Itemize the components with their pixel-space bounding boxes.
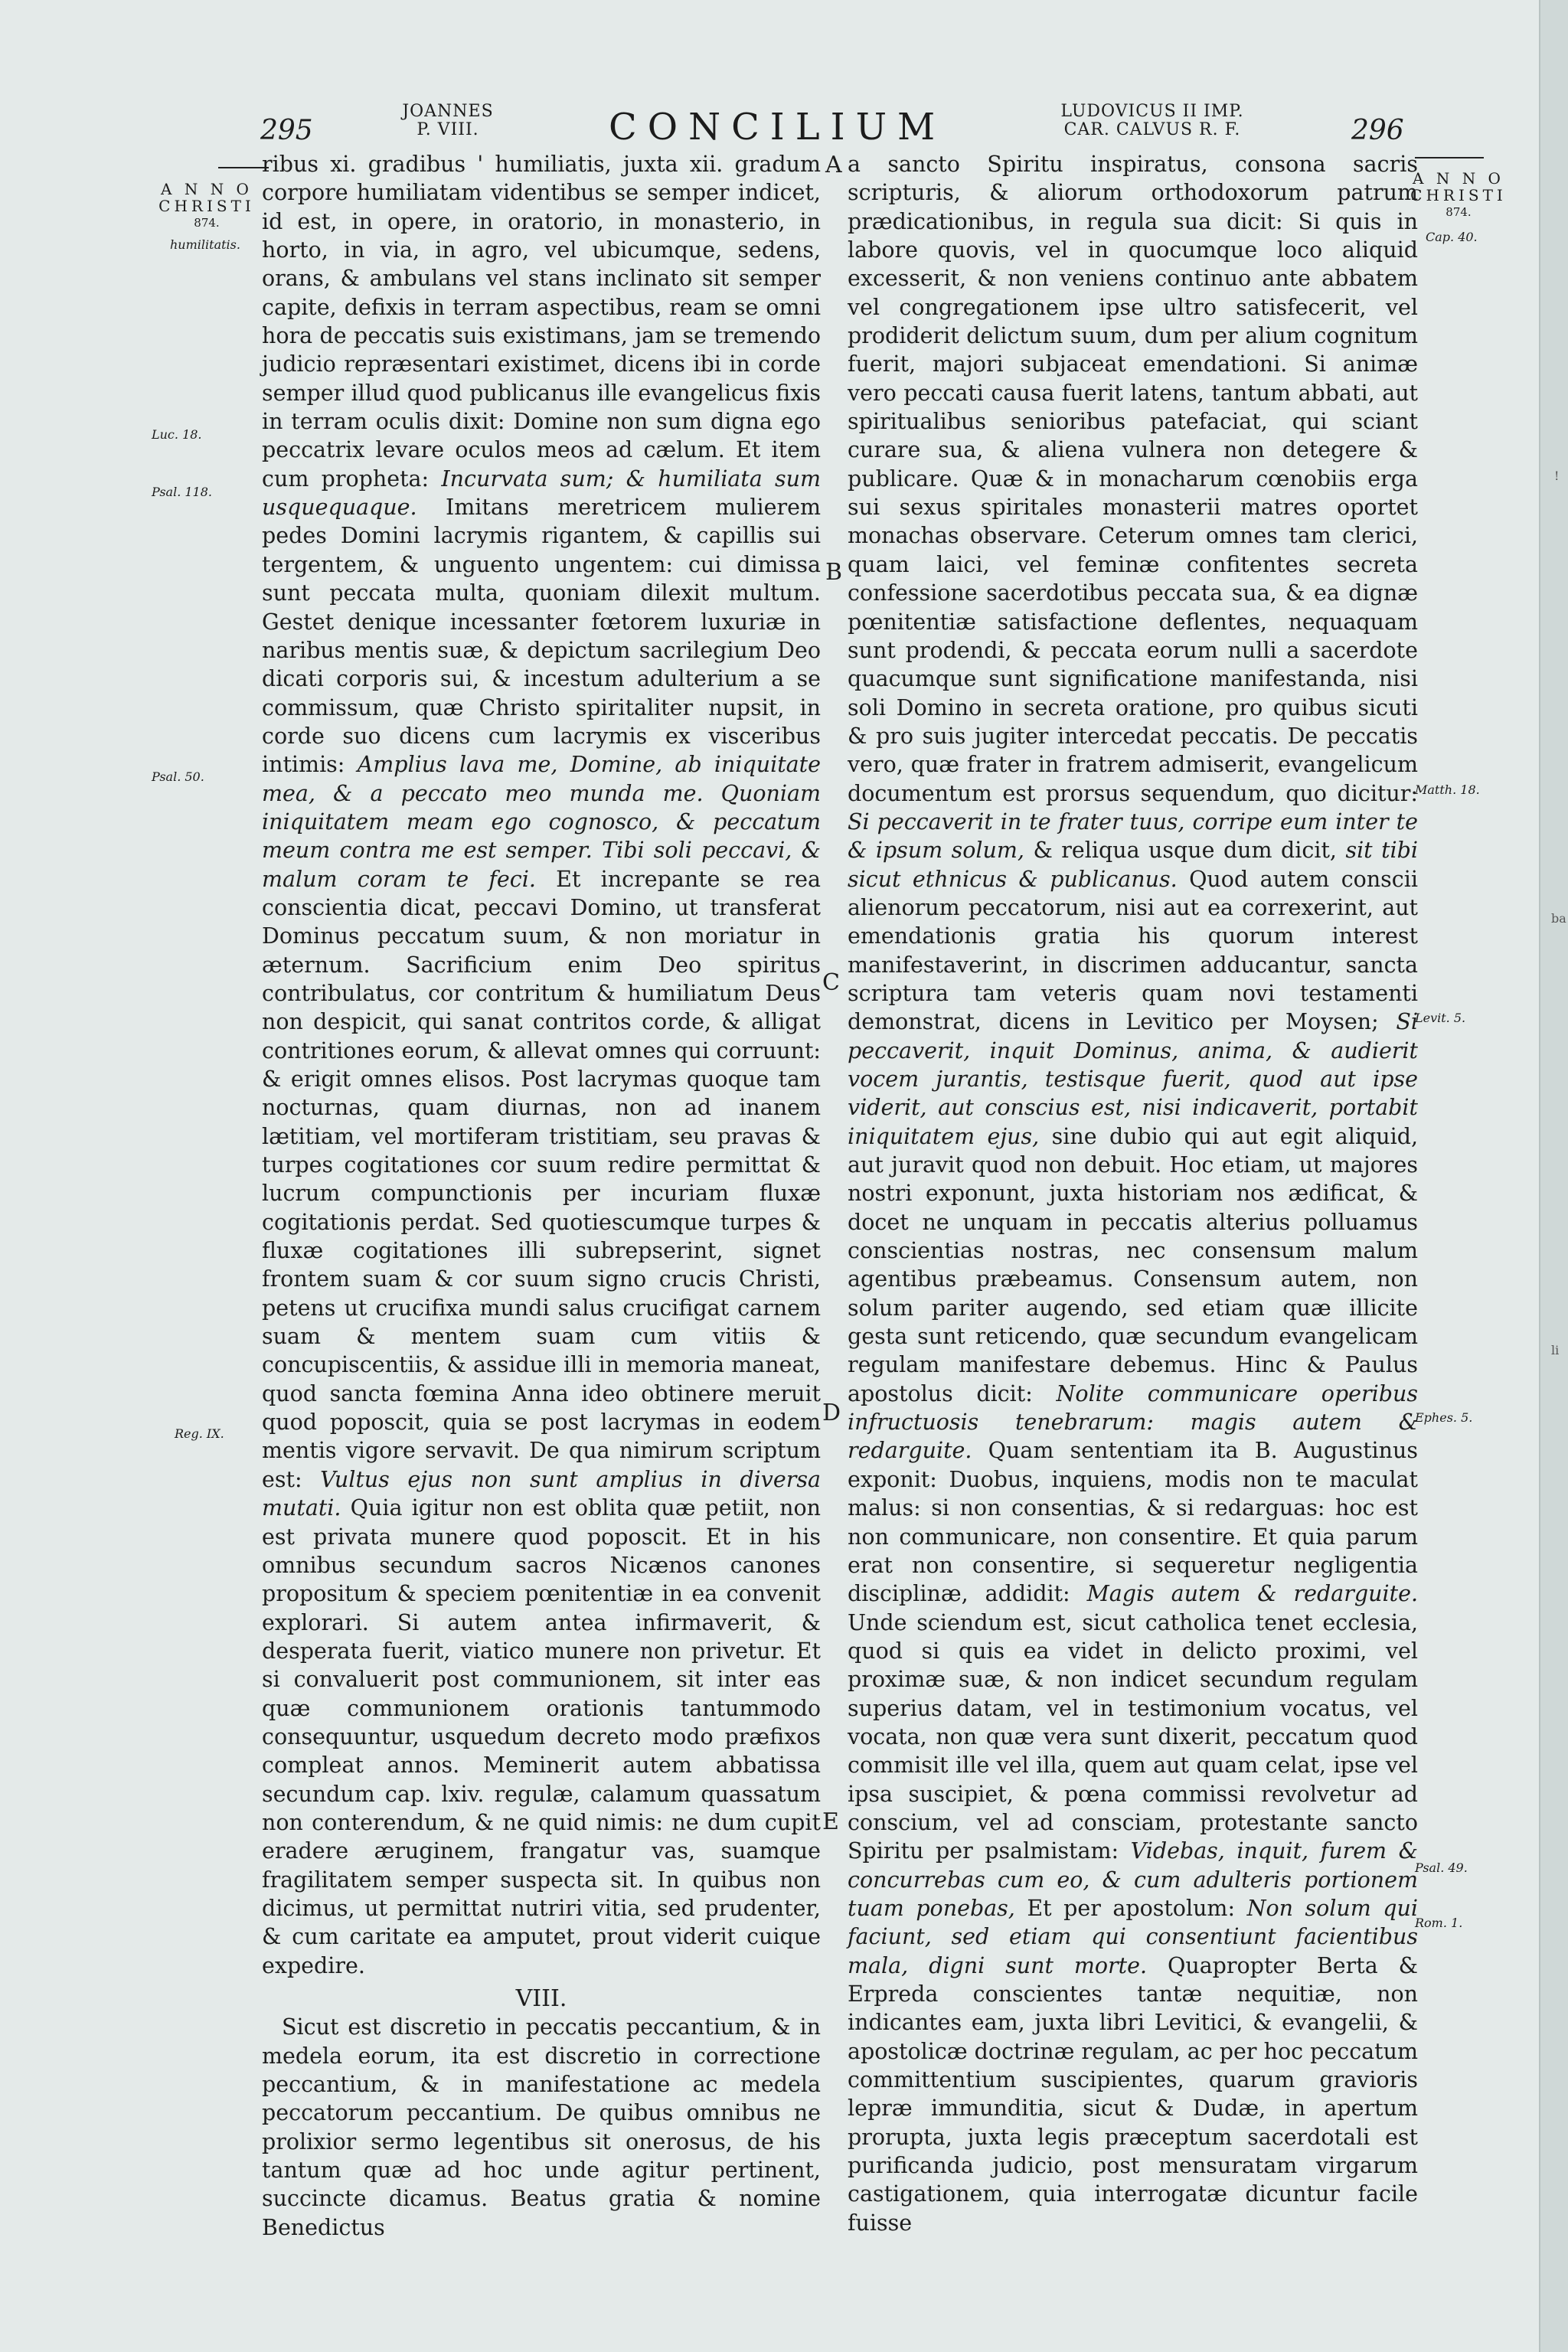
scripture-quote: Amplius lava me, Domine, ab iniquitate mea, & a peccato meo munda me. Quoniam iniquitatem meam ego cognosco, & peccatum meum contra me est semper. Tibi soli peccavi, & malum coram te feci. [262,752,821,892]
text-paragraph [262,150,821,1980]
facing-page-edge [1539,0,1568,2352]
scripture-quote: sit tibi sicut ethnicus & publicanus. [848,838,1419,892]
anno-sub: CHRISTI [158,197,255,215]
scripture-quote: Vultus ejus non sunt amplius in diversa mutati. [262,1466,821,1521]
margin-note: Reg. IX. [175,1426,224,1441]
text-run: Quam sententiam ita B. Augustinus exponit: Duobus, inquiens, modis non te maculat malus: si non consentias, & si redarguas: hoc est non communicare, non consentire. Et quia parum erat non consentire, si sequeretur negligentia disciplinæ, addidit: [848,1438,1418,1607]
margin-note: Psal. 118. [152,485,212,499]
left-text-column [262,150,821,2242]
left-page-number: 295 [260,115,313,146]
anno-year: 874. [1446,205,1472,219]
section-letter: C [822,969,840,996]
right-page-number: 296 [1351,115,1404,146]
margin-note: Psal. 50. [152,769,204,784]
scripture-quote: Incurvata sum; & humiliata sum usquequaque. [262,466,822,521]
anno-label: A N N O [1413,169,1504,188]
text-paragraph [848,150,1418,2237]
section-heading: VIII. [515,1985,567,2012]
text-run: ribus xi. gradibus ' humiliatis, juxta xii. gradum corpore humiliatam videntibus se semper indicet, id est, in opere, in oratorio, in monasterio, in horto, in via, in agro, vel ubicumque, sedens, orans, & ambulans vel stans inclinato sit semper capite, defixis in terram aspectibus, ream se omni hora de peccatis suis existimans, jam se tremendo judicio repræsentari existimet, dicens ibi in corde semper illud quod publicanus ille evangelicus fixis in terram oculis dixit: Domine non sum digna ego peccatrix levare oculos meos ad cælum. Et item cum propheta: [262,152,821,492]
text-run: Et increpante se rea conscientia dicat, peccavi Domino, ut transferat Dominus peccatum suum, & non moriatur in æternum. Sacrificium enim Deo spiritus contribulatus, cor contritum & humiliatum Deus non despicit, qui sanat contritos corde, & alligat contritiones eorum, & allevat omnes qui corruunt: & erigit omnes elisos. Post lacrymas quoque tam nocturnas, quam diurnas, non ad inanem lætitiam, vel mortiferam tristitiam, seu pravas & turpes cogitationes cor suum redire permittat & lucrum compunctionis per incuriam fluxæ cogitationis perdat. Sed quotiescumque turpes & fluxæ cogitationes illi subrepserint, signet frontem suam & cor suum signo crucis Christi, petens ut crucifixa mundi salus crucifigat carnem suam & mentem suam cum vitiis & concupiscentiis, & assidue illi in memoria maneat, quod sancta fœmina Anna ideo obtinere meruit quod poposcit, quia se post lacrymas in eodem mentis vigore servavit. De qua nimirum scriptum est: [262,866,821,1492]
scripture-quote: Si peccaverit, inquit Dominus, anima, & audierit vocem jurantis, testisque fuerit, quod aut ipse viderit, aut conscius est, nisi indicaverit, portabit iniquitatem ejus, [848,1009,1418,1149]
margin-note: Levit. 5. [1415,1011,1466,1025]
margin-note: Cap. 40. [1426,230,1478,244]
edge-mark: li [1551,1343,1560,1357]
section-letter: D [822,1400,841,1426]
text-run: & reliqua usque dum dicit, [1033,838,1337,864]
text-run: Et per apostolum: [1027,1895,1236,1921]
margin-note: Rom. 1. [1415,1916,1463,1930]
left-anno-christi [157,181,256,231]
text-run: Quapropter Berta & Erpreda conscientes tantæ nequitiæ, non indicantes eam, juxta libri Levitici, & evangelii, & apostolicæ doctrinæ regulam, ac per hoc peccatum committentium suscipientes, quarum gravioris lepræ immunditia, sicut & Dudæ, in apertum prorupta, juxta legis præceptum sacerdotali est purificanda judicio, post mensuratam virgarum castigationem, quia interrogatæ dicuntur facile fuisse [848,1952,1418,2236]
running-head-line: JOANNES [402,102,494,121]
scripture-quote: Magis autem & redarguite. [1086,1581,1418,1607]
right-anno-christi [1409,170,1508,220]
anno-sub: CHRISTI [1410,186,1507,204]
margin-note: Matth. 18. [1415,782,1480,797]
anno-label: A N N O [161,180,253,198]
text-paragraph: Sicut est discretio in peccatis peccantium, & in medela eorum, ita est discretio in correctione peccantium, & in manifestatione ac medela peccatorum peccantium. De quibus omnibus ne prolixior sermo legentibus sit onerosus, de his tantum quæ ad hoc unde agitur pertinent, succincte dicamus. Beatus gratia & nomine Benedictus [262,2014,821,2240]
edge-mark: ! [1554,469,1560,483]
right-text-column [848,150,1418,2237]
anno-year: 874. [194,216,220,230]
margin-note: Luc. 18. [152,427,202,442]
running-head-line: CAR. CALVUS R. F. [1063,120,1241,139]
scripture-quote: Nolite communicare operibus infructuosis tenebrarum: magis autem & redarguite. [848,1380,1419,1464]
scripture-quote: Videbas, inquit, furem & concurrebas cum eo, & cum adulteris portionem tuam ponebas, [848,1838,1418,1921]
edge-mark: ba [1551,911,1566,926]
running-head-line: LUDOVICUS II IMP. [1060,102,1244,121]
scripture-quote: Si peccaverit in te frater tuus, corripe eum inter te & ipsum solum, [848,808,1418,864]
right-running-head [1049,103,1256,139]
text-run: sine dubio qui aut egit aliquid, aut juravit quod non debuit. Hoc etiam, ut majores nostri exponunt, juxta historiam nos ædificat, & docet ne unquam in peccatis alterius polluamus conscientias nostras, nec consensum malum agentibus præbeamus. Consensum autem, non solum pariter augendo, sed etiam quæ illicite gesta sunt reticendo, quæ secundum evangelicam regulam manifestare debemus. Hinc & Paulus apostolus dicit: [848,1123,1419,1406]
margin-note: Ephes. 5. [1415,1410,1473,1425]
margin-note: humilitatis. [170,237,240,252]
text-run: Quia igitur non est oblita quæ petiit, non est privata munere quod poposcit. Et in his omnibus secundum sacros Nicænos canones propositum & speciem pœnitentiæ in ea convenit explorari. Si autem antea infirmaverit, & desperata fuerit, viatico munere non privetur. Et si convaluerit post communionem, sit inter eas quæ communionem orationis tantummodo consequuntur, usquedum decreto modo præfixos compleat annos. Meminerit autem abbatissa secundum cap. lxiv. regulæ, calamum quassatum non conterendum, & ne quid nimis: ne dum cupit eradere æruginem, frangatur vas, suamque fragilitatem semper suspecta sit. In quibus non dicimus, ut permittat nutriri vitia, sed prudenter, & cum caritate ea amputet, prout viderit cuique expedire. [262,1495,821,1978]
margin-note: Psal. 49. [1415,1860,1468,1875]
section-letter: E [822,1808,839,1835]
left-running-head [387,103,509,139]
text-run: a sancto Spiritu inspiratus, consona sacris scripturis, & aliorum orthodoxorum patrum prædicationibus, in regula sua dicit: Si quis in labore quovis, vel in quocumque loco aliquid excesserit, & non veniens continuo ante abbatem vel congregationem ipse ultro satisfecerit, vel prodiderit delictum suum, dum per alium cognitum fuerit, majori subjaceat emendationi. Si animæ vero peccati causa fuerit latens, tantum abbati, aut spiritualibus senioribus patefaciat, qui sciant curare sua, & aliena vulnera non detegere & publicare. Quæ & in monacharum cœnobiis erga sui sexus spiritales monasterii matres oportet monachas observare. Ceterum omnes tam clerici, quam laici, vel feminæ confitentes secreta confessione sacerdotibus peccata sua, & ea dignæ pœnitentiæ satisfactione deflentes, nequaquam sunt prodendi, & peccata eorum nulli a sacerdote quacumque sunt significatione manifestanda, nisi soli Domino in secreta oratione, pro quibus sicuti & pro suis jugiter intercedat peccatis. De peccatis vero, quæ frater in fratrem admiserit, evangelicum documentum est prorsus sequendum, quo dicitur: [848,152,1418,806]
section-letter: B [825,559,843,586]
text-run: Imitans meretricem mulierem pedes Domini lacrymis rigantem, & capillis sui tergentem, & unguento ungentem: cui dimissa sunt peccata multa, quoniam dilexit multum. Gestet denique incessanter fœtorem luxuriæ in naribus mentis suæ, & depictum sacrilegium Deo dicati corporis sui, & incestum adulterium a se commissum, quæ Christo spiritaliter nupsit, in corde suo dicens cum lacrymis ex visceribus intimis: [262,495,822,778]
section-letter: A [825,152,842,178]
running-head-line: P. VIII. [416,120,479,139]
continuation-rule [1415,157,1484,158]
page-header [0,98,1539,152]
text-run: Quod autem conscii alienorum peccatorum, nisi aut ea correxerint, aut emendationis gratia his quorum interest manifestaverint, in discrimen adducantur, sancta scriptura tam veteris quam novi testamenti demonstrat, dicens in Levitico per Moysen; [848,866,1418,1035]
scripture-quote: Non solum qui faciunt, sed etiam qui consentiunt facientibus mala, digni sunt morte. [848,1895,1418,1978]
text-run: Unde sciendum est, sicut catholica tenet ecclesia, quod si quis ea videt in delicto proximi, vel proximæ suæ, & non indicet secundum regulam superius datam, vel in testimonium vocatus, vel vocata, non quæ vera sunt dixerit, peccatum quod commisit ille vel illa, quem aut quam celat, ipse vel ipsa suscipiet, & pœna commissi revolvetur ad conscium, vel ad consciam, protestante sancto Spiritu per psalmistam: [848,1609,1418,1864]
page-title: CONCILIUM [609,106,946,149]
